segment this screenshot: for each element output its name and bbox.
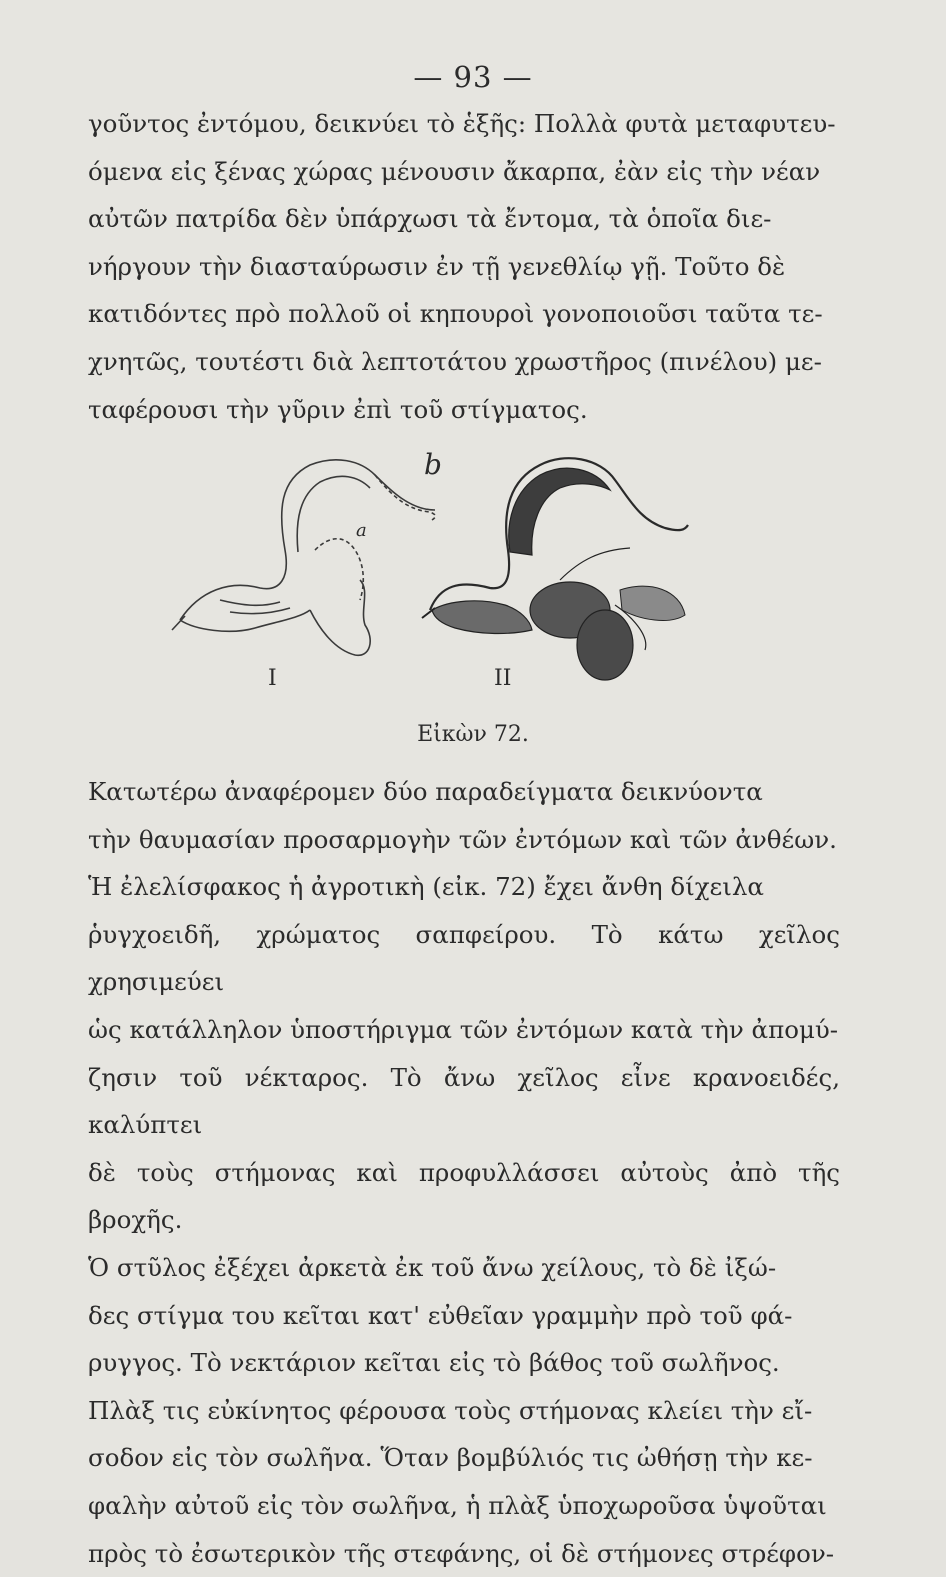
text-line: Ὁ στῦλος ἐξέχει ἀρκετὰ ἐκ τοῦ ἄνω χείλους, τὸ δὲ ἰξώ- — [88, 1244, 840, 1292]
text-line: Ἡ ἐλελίσφακος ἡ ἀγροτικὴ (εἰκ. 72) ἔχει ἄνθη δίχειλα — [88, 863, 840, 911]
text-line: δες στίγμα του κεῖται κατ' εὐθεῖαν γραμμὴν πρὸ τοῦ φά- — [88, 1292, 840, 1340]
text-line: Κατωτέρω ἀναφέρομεν δύο παραδείγματα δεικνύοντα — [88, 768, 840, 816]
text-line: ὡς κατάλληλον ὑποστήριγμα τῶν ἐντόμων κατὰ τὴν ἀπομύ- — [88, 1006, 840, 1054]
text-line: ζησιν τοῦ νέκταρος. Τὸ ἄνω χεῖλος εἶνε κρανοειδές, καλύπτει — [88, 1054, 840, 1149]
text-line: φαλὴν αὐτοῦ εἰς τὸν σωλῆνα, ἡ πλὰξ ὑποχωροῦσα ὑψοῦται — [88, 1482, 840, 1530]
label-figure-ii: II — [494, 666, 511, 691]
text-line: δὲ τοὺς στήμονας καὶ προφυλλάσσει αὐτοὺς ἀπὸ τῆς βροχῆς. — [88, 1149, 840, 1244]
text-line: χνητῶς, τουτέστι διὰ λεπτοτάτου χρωστῆρος (πινέλου) με- — [88, 338, 840, 386]
text-line: Πλὰξ τις εὐκίνητος φέρουσα τοὺς στήμονας κλείει τὴν εἴ- — [88, 1387, 840, 1435]
text-line: ρυγγος. Τὸ νεκτάριον κεῖται εἰς τὸ βάθος τοῦ σωλῆνος. — [88, 1339, 840, 1387]
text-line: αὐτῶν πατρίδα δὲν ὑπάρχωσι τὰ ἔντομα, τὰ ὁποῖα διε- — [88, 195, 840, 243]
flower-outline-figure-i — [172, 460, 435, 656]
text-line: σοδον εἰς τὸν σωλῆνα. Ὅταν βομβύλιός τις ὠθήσῃ τὴν κε- — [88, 1434, 840, 1482]
page-number: — 93 — — [0, 60, 946, 94]
flower-illustration — [160, 440, 700, 710]
label-b: b — [424, 448, 442, 481]
text-line: όμενα εἰς ξένας χώρας μένουσιν ἄκαρπα, ἐὰν εἰς τὴν νέαν — [88, 148, 840, 196]
figure-caption: Εἰκὼν 72. — [0, 722, 946, 747]
text-line: νήργουν τὴν διασταύρωσιν ἐν τῇ γενεθλίῳ γῇ. Τοῦτο δὲ — [88, 243, 840, 291]
text-line: πρὸς τὸ ἐσωτερικὸν τῆς στεφάνης, οἱ δὲ στήμονες στρέφον- — [88, 1530, 840, 1577]
flower-with-bee-figure-ii — [422, 458, 688, 680]
label-a: a — [356, 520, 367, 541]
text-line: γοῦντος ἐντόμου, δεικνύει τὸ ἑξῆς: Πολλὰ φυτὰ μεταφυτευ- — [88, 100, 840, 148]
paragraph-top — [88, 100, 840, 433]
text-line: κατιδόντες πρὸ πολλοῦ οἱ κηπουροὶ γονοποιοῦσι ταῦτα τε- — [88, 290, 840, 338]
text-line: ταφέρουσι τὴν γῦριν ἐπὶ τοῦ στίγματος. — [88, 386, 840, 434]
text-line: ῥυγχοειδῆ, χρώματος σαπφείρου. Τὸ κάτω χεῖλος χρησιμεύει — [88, 911, 840, 1006]
paragraph-bottom — [88, 768, 840, 1577]
text-line: τὴν θαυμασίαν προσαρμογὴν τῶν ἐντόμων καὶ τῶν ἀνθέων. — [88, 816, 840, 864]
label-figure-i: I — [268, 666, 277, 691]
